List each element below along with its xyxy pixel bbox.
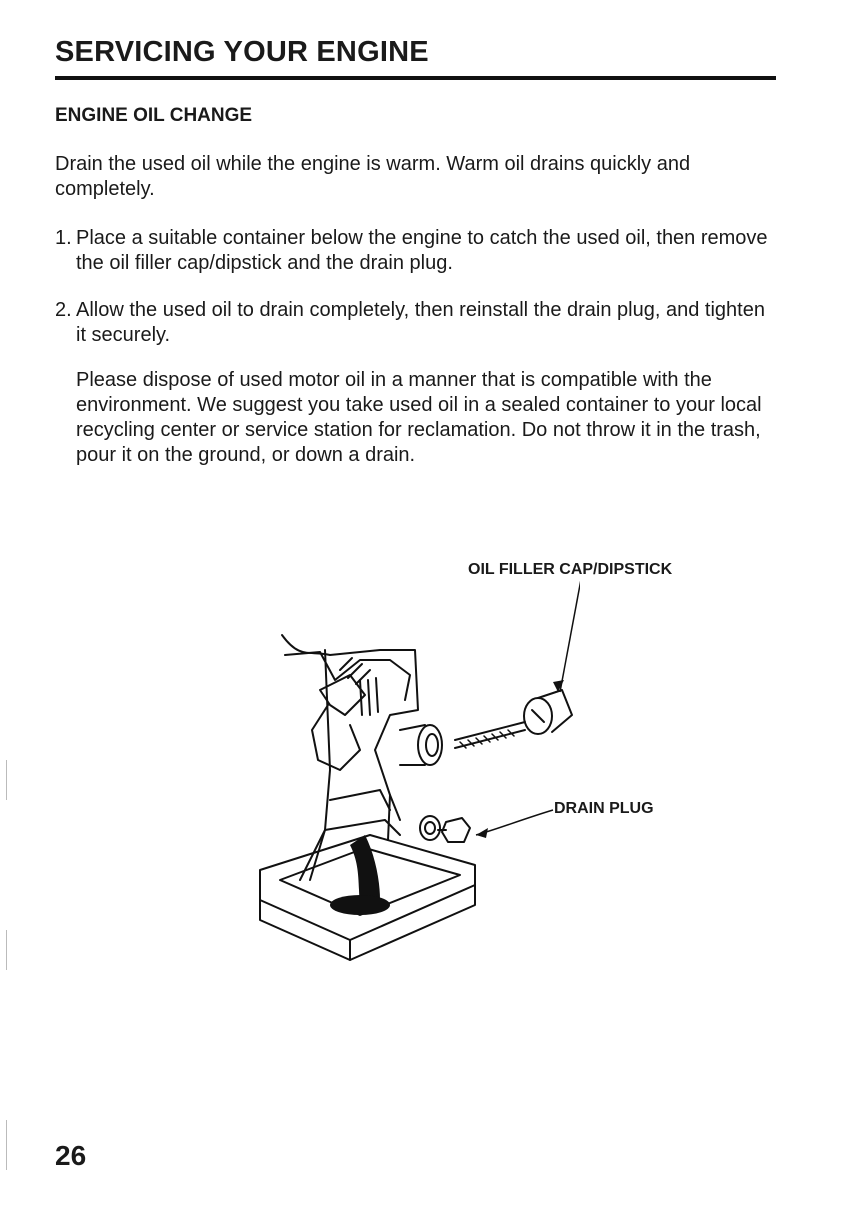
step-text: Place a suitable container below the engine to catch the used oil, then remove the oil filler cap/dipstick and the drain plug. — [76, 227, 768, 274]
step-number: 1. — [55, 227, 72, 249]
margin-mark — [6, 1120, 7, 1170]
drain-plug-callout: DRAIN PLUG — [554, 800, 654, 817]
step-item — [55, 298, 777, 348]
dipstick-callout: OIL FILLER CAP/DIPSTICK — [468, 561, 673, 578]
intro-paragraph: Drain the used oil while the engine is warm. Warm oil drains quickly and completely. — [55, 153, 691, 200]
step-item — [55, 226, 777, 276]
page-number: 26 — [55, 1140, 87, 1171]
engine-oil-drain-illustration — [240, 580, 580, 980]
margin-mark — [6, 760, 7, 800]
disposal-note: Please dispose of used motor oil in a manner that is compatible with the environment. We suggest you take used oil in a sealed container to your local recycling center or service station for reclamation. Do not throw it in the trash, pour it on the ground, or down a drain. — [76, 369, 762, 466]
title-rule — [55, 76, 776, 80]
page-title: SERVICING YOUR ENGINE — [55, 36, 429, 68]
margin-mark — [6, 930, 7, 970]
step-number: 2. — [55, 299, 72, 321]
section-heading: ENGINE OIL CHANGE — [55, 105, 253, 126]
step-text: Allow the used oil to drain completely, then reinstall the drain plug, and tighten it securely. — [76, 299, 765, 346]
